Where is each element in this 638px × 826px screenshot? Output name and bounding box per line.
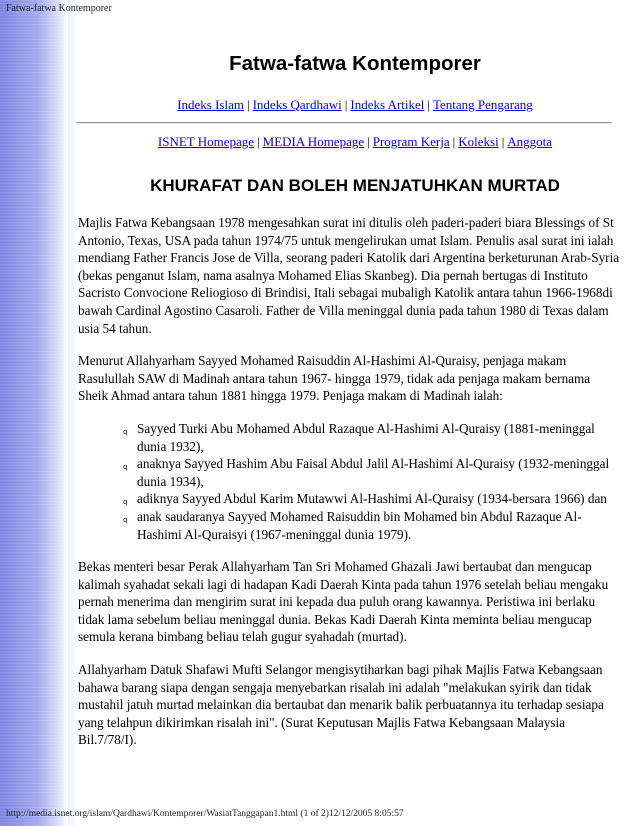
secondary-nav [70,134,638,150]
list-item [123,455,622,490]
nav-separator: | [501,134,505,149]
nav-link-anggota[interactable]: Anggota [507,134,553,149]
paragraph-3: Bekas menteri besar Perak Allahyarham Tan Sri Mohamed Ghazali Jawi bertaubat dan mengucap kalimah syahadat sekali lagi di hadapan Kadi Daerah Kinta pada tahun 1976 setelah beliau mengaku pernah menerima dan mengirim surat ini kepada dua puluh orang kawannya. Peristiwa ini berlaku tidak lama sebelum beliau meninggal dunia. Bekas Kadi Daerah Kinta meminta beliau mengucap semula kerana bimbang beliau telah gugur syahadah (murtad). [78,559,609,645]
nav-link-tentang-pengarang[interactable]: Tentang Pengarang [433,97,533,112]
article-heading: KHURAFAT DAN BOLEH MENJATUHKAN MURTAD [150,176,560,195]
bullet-icon: q [123,463,128,472]
primary-nav [70,97,638,113]
page-title: Fatwa-fatwa Kontemporer [229,52,481,75]
custodian-list [78,420,622,543]
nav-link-isnet-homepage[interactable]: ISNET Homepage [157,134,255,149]
nav-separator: | [367,134,370,149]
bullet-icon: q [123,515,128,524]
nav-separator: | [257,134,260,149]
bullet-icon: q [123,498,128,507]
horizontal-rule [76,122,612,124]
background-stripe [0,0,68,826]
paragraph-1: Majlis Fatwa Kebangsaan 1978 mengesahkan surat ini ditulis oleh paderi-paderi biara Blessings of St Antonio, Texas, USA pada tahun 1974/75 untuk mengelirukan umat Islam. Penulis asal surat ini ialah mendiang Father Francis Jose de Villa, seorang paderi Katolik dari Argentina berketurunan Arab-Syria (bekas penganut Islam, nama asalnya Mohamed Elias Skanbeg). Dia pernah bertugas di Instituto Sacristo Convocione Reliogioso di Brindisi, Itali sebagai mubaligh Katolik antara tahun 1966-1968di bawah Cardinal Agostino Casaroli. Father de Villa meninggal dunia pada tahun 1980 di Texas dalam usia 54 tahun. [78,215,620,336]
list-item-text: adiknya Sayyed Abdul Karim Mutawwi Al-Hashimi Al-Quraisy (1934-bersara 1966) dan [137,491,607,507]
nav-link-program-kerja[interactable]: Program Kerja [372,134,450,149]
list-item-text: anaknya Sayyed Hashim Abu Faisal Abdul Jalil Al-Hashimi Al-Quraisy (1932-meninggal dunia 1934), [137,456,610,489]
list-item-text: anak saudaranya Sayyed Mohamed Raisuddin bin Mohamed bin Abdul Razaque Al-Hashimi Al-Quraisyi (1967-meninggal dunia 1979). [137,508,582,542]
nav-link-koleksi[interactable]: Koleksi [458,134,499,149]
nav-separator: | [427,97,430,112]
list-item [123,420,622,455]
nav-link-indeks-artikel[interactable]: Indeks Artikel [350,97,425,112]
nav-separator: | [246,97,250,112]
nav-separator: | [344,97,348,112]
print-footer: http://media.isnet.org/islam/Qardhawi/Kontemporer/WasiatTanggapan1.html (1 of 2)12/12/2005 8:05:57 [6,809,404,819]
paragraph-2: Menurut Allahyarham Sayyed Mohamed Raisuddin Al-Hashimi Al-Quraisy, penjaga makam Rasulullah SAW di Madinah antara tahun 1967- hingga 1979, tidak ada penjaga makam bernama Sheik Ahmad antara tahun 1881 hingga 1979. Penjaga makam di Madinah ialah: [78,353,591,404]
print-header: Fatwa-fatwa Kontemporer [6,3,112,14]
nav-link-indeks-qardhawi[interactable]: Indeks Qardhawi [252,97,342,112]
nav-separator: | [452,134,456,149]
article-body [78,214,622,764]
nav-link-media-homepage[interactable]: MEDIA Homepage [262,134,365,149]
list-item-text: Sayyed Turki Abu Mohamed Abdul Razaque Al-Hashimi Al-Quraisy (1881-meninggal dunia 1932), [137,420,595,454]
list-item [123,508,622,543]
paragraph-4: Allahyarham Datuk Shafawi Mufti Selangor mengisytiharkan bagi pihak Majlis Fatwa Kebangsaan bahawa barang siapa dengan sengaja menyebarkan risalah ini adalah "melakukan syirik dan tidak mustahil jatuh murtad melainkan dia bertaubat dan menarik balik perbuatannya itu terhadap sesiapa yang telahpun dikirimkan risalah ini". (Surat Keputusan Majlis Fatwa Kebangsaan Malaysia Bil.7/78/I). [78,662,604,748]
nav-link-indeks-islam[interactable]: Indeks Islam [177,97,244,112]
list-item [123,490,622,508]
bullet-icon: q [123,427,128,436]
